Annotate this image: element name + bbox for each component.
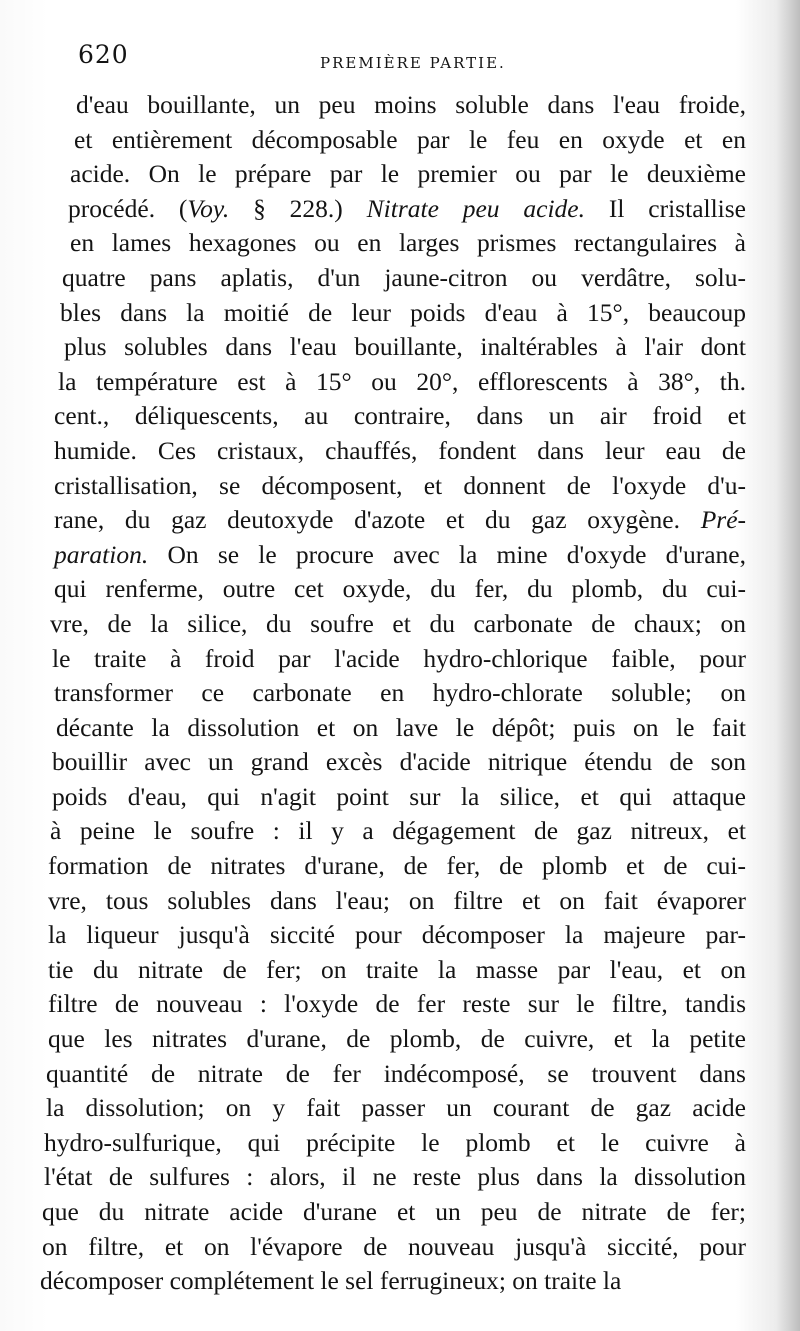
text-line: la liqueur jusqu'à siccité pour décomposer la majeure par- [48, 920, 746, 950]
text-segment: § 228.) [229, 193, 367, 223]
text-line: bles dans la moitié de leur poids d'eau à 15°, beaucoup [60, 297, 746, 327]
text-line: la température est à 15° ou 20°, efflorescents à 38°, th. [58, 366, 746, 396]
text-line [40, 503, 746, 538]
text-line: transformer ce carbonate en hydro-chlorate soluble; on [54, 678, 746, 708]
italic-text: Pré- [700, 505, 746, 535]
text-line: décomposer complétement le sel ferrugineux; on traite la [40, 1266, 622, 1296]
text-line: bouillir avec un grand excès d'acide nitrique étendu de son [52, 747, 746, 777]
italic-text: paration. [54, 539, 149, 569]
text-segment: rane, du gaz deutoxyde d'azote et du gaz oxygène. [54, 505, 701, 535]
text-segment: On se le procure avec la mine d'oxyde d'urane, [148, 539, 746, 569]
text-line: que les nitrates d'urane, de plomb, de cuivre, et la petite [48, 1024, 746, 1054]
italic-text: Voy. [187, 193, 230, 223]
text-line: tie du nitrate de fer; on traite la masse par l'eau, et on [48, 954, 746, 984]
text-line: la dissolution; on y fait passer un courant de gaz acide [46, 1093, 746, 1123]
text-line [40, 538, 746, 573]
body-text [40, 88, 746, 1299]
text-line: le traite à froid par l'acide hydro-chlorique faible, pour [52, 643, 746, 673]
text-line: d'eau bouillante, un peu moins soluble dans l'eau froide, [76, 90, 746, 119]
text-line: qui renferme, outre cet oxyde, du fer, du plomb, du cui- [54, 574, 746, 604]
text-line [40, 192, 746, 227]
text-line: plus solubles dans l'eau bouillante, inaltérables à l'air dont [64, 332, 746, 362]
text-segment: procédé. ( [68, 193, 188, 223]
text-line: vre, tous solubles dans l'eau; on filtre et on fait évaporer [48, 885, 746, 915]
running-head: PREMIÈRE PARTIE. [320, 54, 506, 72]
text-line: décante la dissolution et on lave le dépôt; puis on le fait [56, 712, 746, 742]
text-line: l'état de sulfures : alors, il ne reste plus dans la dissolution [44, 1162, 746, 1192]
text-line: et entièrement décomposable par le feu en oxyde et en [74, 124, 746, 154]
text-line: quantité de nitrate de fer indécomposé, se trouvent dans [46, 1058, 746, 1088]
text-line: hydro-sulfurique, qui précipite le plomb et le cuivre à [44, 1127, 746, 1157]
text-line: vre, de la silice, du soufre et du carbonate de chaux; on [50, 608, 746, 638]
text-line: quatre pans aplatis, d'un jaune-citron ou verdâtre, solu- [62, 262, 746, 292]
text-line: que du nitrate acide d'urane et un peu de nitrate de fer; [42, 1197, 746, 1226]
text-line: acide. On le prépare par le premier ou par le deuxième [70, 159, 746, 189]
text-segment: Il cristallise [585, 193, 747, 223]
text-line: on filtre, et on l'évapore de nouveau jusqu'à siccité, pour [42, 1231, 746, 1261]
text-line: cristallisation, se décomposent, et donnent de l'oxyde d'u- [54, 470, 746, 500]
text-line: formation de nitrates d'urane, de fer, de plomb et de cui- [48, 851, 746, 881]
text-line: cent., déliquescents, au contraire, dans un air froid et [54, 401, 746, 431]
page-header [78, 40, 728, 80]
text-line: en lames hexagones ou en larges prismes rectangulaires à [70, 228, 746, 258]
italic-text: Nitrate peu acide. [366, 193, 586, 223]
text-line: poids d'eau, qui n'agit point sur la silice, et qui attaque [52, 781, 746, 811]
text-line: humide. Ces cristaux, chauffés, fondent dans leur eau de [54, 435, 746, 465]
text-line: à peine le soufre : il y a dégagement de gaz nitreux, et [50, 816, 746, 846]
page-number: 620 [78, 40, 129, 69]
text-line: filtre de nouveau : l'oxyde de fer reste sur le filtre, tandis [48, 989, 746, 1019]
